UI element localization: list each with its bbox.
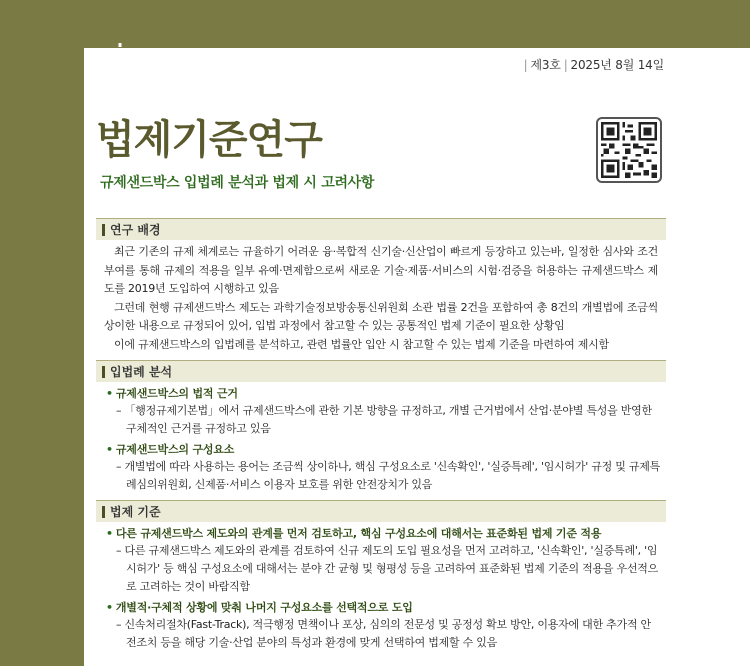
issue-date: 2025년 8월 14일: [570, 58, 664, 72]
issue-info: | 제3호 | 2025년 8월 14일: [523, 58, 664, 72]
dash-item: – 신속처리절차(Fast-Track), 적극행정 면책이나 포상, 심의의 전문성 및 공정성 확보 방안, 이용자에 대한 추가적 안전조치 등을 해당 기술·산업 분야의 특성과 환경에 맞게 선택하여 법제할 수 있음: [116, 618, 651, 649]
bullet-text: 다른 규제샌드박스 제도와의 관계를 먼저 검토하고, 핵심 구성요소에 대해서는 표준화된 법제 기준 적용: [115, 527, 602, 540]
section-marker-icon: [102, 506, 105, 518]
dash-text: 신속처리절차(Fast-Track), 적극행정 면책이나 포상, 심의의 전문성 및 공정성 확보 방안, 이용자에 대한 추가적 안전조치 등을 해당 기술·산업 분야의 특성과 환경에 맞게 선택하여 법제할 수 있음: [124, 618, 651, 649]
bullet-item: [96, 525, 666, 542]
section-background: [96, 218, 666, 354]
paragraph: 최근 기존의 규제 체계로는 규율하기 어려운 융·복합적 신기술·신산업이 빠르게 등장하고 있는바, 일정한 심사와 조건 부여를 통해 규제의 적용을 일부 유예·면제함으로써 새로운 기술·제품·서비스의 시험·검증을 허용하는 규제샌드박스 제도를 2019년 도입하여 시행하고 있음: [104, 245, 658, 295]
bullet-dot-icon: •: [106, 387, 113, 400]
dash-text: 「행정규제기본법」에서 규제샌드박스에 관한 기본 방향을 규정하고, 개별 근거법에서 산업·분야별 특성을 반영한 구체적인 근거를 규정하고 있음: [124, 404, 652, 435]
left-olive-band: [0, 0, 84, 666]
section-heading: [96, 360, 666, 382]
section-legislation-analysis: [96, 360, 666, 494]
top-olive-band: [84, 0, 750, 48]
paragraph: 이에 규제샌드박스의 입법례를 분석하고, 관련 법률안 입안 시 참고할 수 있는 법제 기준을 마련하여 제시함: [114, 337, 609, 351]
dash-item: – 개별법에 따라 사용하는 용어는 조금씩 상이하나, 핵심 구성요소로 '신속확인', '실증특례', '임시허가' 규정 및 규제특례심의위원회, 신제품·서비스 이용자 보호를 위한 안전장치가 있음: [116, 460, 661, 491]
bullet-text: 규제샌드박스의 구성요소: [115, 443, 235, 456]
bullet-dot-icon: •: [106, 601, 113, 614]
section-marker-icon: [102, 366, 105, 378]
section-heading-text: 법제 기준: [110, 505, 161, 519]
bullet-dot-icon: •: [106, 443, 113, 456]
page-title: 법제기준연구: [96, 117, 322, 163]
section-heading-text: 입법례 분석: [110, 365, 173, 379]
qr-code-icon[interactable]: [596, 117, 662, 183]
page-subtitle: 규제샌드박스 입법례 분석과 법제 시 고려사항: [100, 175, 375, 191]
bullet-text: 개별적·구체적 상황에 맞춰 나머지 구성요소를 선택적으로 도입: [115, 601, 413, 614]
section-heading-text: 연구 배경: [110, 223, 161, 237]
section-heading: [96, 218, 666, 240]
main-content: [96, 210, 666, 656]
issue-number: 제3호: [530, 58, 561, 72]
section-heading: [96, 500, 666, 522]
dash-text: 개별법에 따라 사용하는 용어는 조금씩 상이하나, 핵심 구성요소로 '신속확인', '실증특례', '임시허가' 규정 및 규제특례심의위원회, 신제품·서비스 이용자 보호를 위한 안전장치가 있음: [124, 460, 661, 491]
bullet-text: 규제샌드박스의 법적 근거: [115, 387, 238, 400]
bullet-item: [96, 599, 666, 616]
section-marker-icon: [102, 224, 105, 236]
dash-item: – 「행정규제기본법」에서 규제샌드박스에 관한 기본 방향을 규정하고, 개별 근거법에서 산업·분야별 특성을 반영한 구체적인 근거를 규정하고 있음: [116, 404, 652, 435]
dash-item: – 다른 규제샌드박스 제도와의 관계를 검토하여 신규 제도의 도입 필요성을 먼저 고려하고, '신속확인', '실증특례', '임시허가' 등 핵심 구성요소에 대해서는 분야 간 균형 및 형평성 등을 고려하여 표준화된 법제 기준의 적용을 우선적으로 고려하는 것이 바람직함: [116, 544, 659, 593]
bullet-dot-icon: •: [106, 527, 113, 540]
national-assembly-building-icon: [96, 42, 144, 82]
dash-text: 다른 규제샌드박스 제도와의 관계를 검토하여 신규 제도의 도입 필요성을 먼저 고려하고, '신속확인', '실증특례', '임시허가' 등 핵심 구성요소에 대해서는 분야 간 균형 및 형평성 등을 고려하여 표준화된 법제 기준의 적용을 우선적으로 고려하는 것이 바람직함: [124, 544, 659, 593]
bullet-item: [96, 385, 666, 402]
section-legal-standards: [96, 500, 666, 652]
bullet-item: [96, 441, 666, 458]
paragraph: 그런데 현행 규제샌드박스 제도는 과학기술정보방송통신위원회 소관 법률 2건을 포함하여 총 8건의 개별법에 조금씩 상이한 내용으로 규정되어 있어, 입법 과정에서 참고할 수 있는 공통적인 법제 기준이 필요한 상황임: [104, 300, 658, 332]
